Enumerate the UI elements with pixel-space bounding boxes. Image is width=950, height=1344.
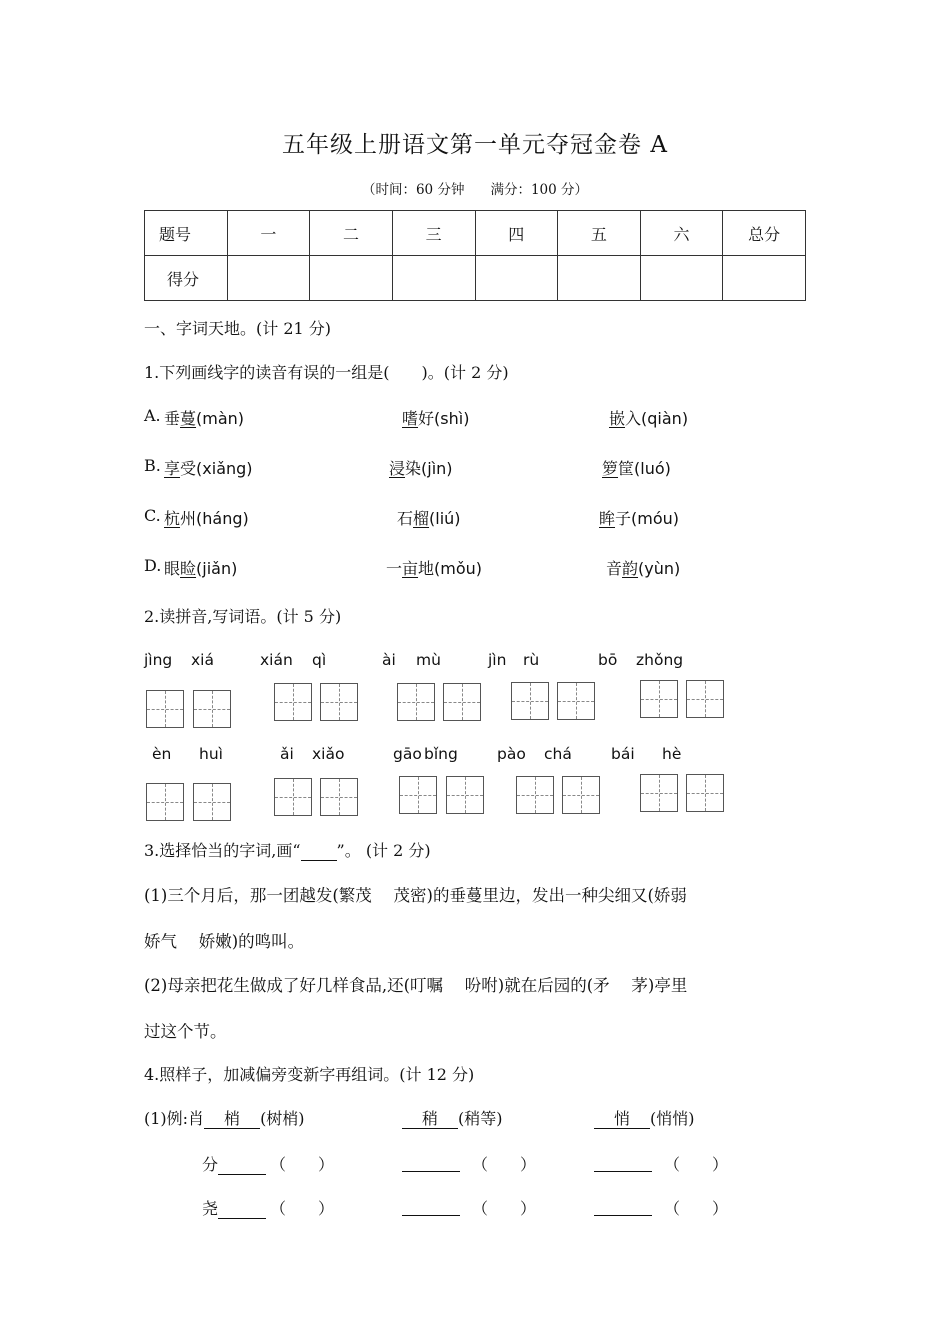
writing-grid[interactable] <box>274 778 312 816</box>
question-3-paragraph-2-cont: 过这个节。 <box>144 1022 227 1041</box>
writing-grid[interactable] <box>557 682 595 720</box>
score-cell[interactable] <box>475 256 558 301</box>
option-c-label[interactable]: C. <box>144 506 161 525</box>
score-header-cell: 五 <box>558 211 641 256</box>
question-2-stem: 2.读拼音,写词语。(计 5 分) <box>144 607 342 626</box>
pinyin: bō <box>598 651 618 669</box>
option-b-item-2: 浸染(jìn) <box>389 459 453 478</box>
score-header-cell: 六 <box>640 211 723 256</box>
option-a-item-3: 嵌入(qiàn) <box>609 409 689 428</box>
writing-grid[interactable] <box>320 778 358 816</box>
score-table-score-row <box>145 256 806 301</box>
answer-blank[interactable] <box>594 1196 652 1216</box>
score-header-cell: 题号 <box>145 211 228 256</box>
writing-grid[interactable] <box>397 683 435 721</box>
exam-full-score: 满分：100 分） <box>490 182 589 198</box>
option-b-item-3: 箩筐(luó) <box>602 459 671 478</box>
score-cell[interactable] <box>723 256 806 301</box>
writing-grid[interactable] <box>193 690 231 728</box>
answer-paren[interactable]: （ ） <box>270 1155 335 1174</box>
writing-grid[interactable] <box>274 683 312 721</box>
answer-paren[interactable]: （ ） <box>664 1155 729 1174</box>
score-table <box>144 210 806 301</box>
example-3: 悄 (悄悄) <box>594 1106 695 1129</box>
pinyin: zhǒng <box>636 651 684 669</box>
base-char-yao: 尧 <box>202 1196 266 1219</box>
answer-blank[interactable] <box>218 1156 266 1175</box>
pinyin: ǎi <box>280 745 294 763</box>
answer-blank[interactable] <box>402 1196 460 1216</box>
option-d-label[interactable]: D. <box>144 556 162 575</box>
option-b-label[interactable]: B. <box>144 456 161 475</box>
writing-grid[interactable] <box>516 776 554 814</box>
answer-paren[interactable]: （ ） <box>472 1155 537 1174</box>
writing-grid[interactable] <box>146 783 184 821</box>
example-2: 稍 (稍等) <box>402 1106 503 1129</box>
writing-grid[interactable] <box>446 776 484 814</box>
question-1-stem: 1.下列画线字的读音有误的一组是( )。(计 2 分) <box>144 363 509 382</box>
score-header-cell: 一 <box>227 211 310 256</box>
pinyin: ài <box>382 651 396 669</box>
option-a-item-2: 嗜好(shì) <box>402 409 470 428</box>
option-c-item-2: 石榴(liú) <box>397 509 461 528</box>
option-d-item-1: 眼睑(jiǎn) <box>164 559 238 578</box>
score-cell[interactable] <box>310 256 393 301</box>
writing-grid[interactable] <box>193 783 231 821</box>
score-header-cell: 二 <box>310 211 393 256</box>
option-c-item-3: 眸子(móu) <box>599 509 680 528</box>
pinyin: rù <box>523 651 540 669</box>
writing-grid[interactable] <box>320 683 358 721</box>
pinyin: gāo <box>393 745 422 763</box>
score-table-header-row <box>145 211 806 256</box>
pinyin: xián <box>260 651 293 669</box>
writing-grid[interactable] <box>562 776 600 814</box>
question-4-stem: 4.照样子，加减偏旁变新字再组词。(计 12 分) <box>144 1065 475 1084</box>
exam-info <box>0 178 950 198</box>
question-3-paragraph-1: (1)三个月后，那一团越发(繁茂 茂密)的垂蔓里边，发出一种尖细又(娇弱 <box>144 886 687 905</box>
score-header-cell: 四 <box>475 211 558 256</box>
answer-blank[interactable] <box>594 1152 652 1172</box>
pinyin: jìn <box>488 651 507 669</box>
section-heading: 一、字词天地。(计 21 分) <box>144 319 332 338</box>
pinyin: chá <box>544 745 572 763</box>
example-row: (1)例:肖 梢 (树梢) <box>144 1109 305 1128</box>
pinyin: bǐng <box>424 745 458 763</box>
option-c-item-1: 杭州(háng) <box>164 509 249 528</box>
score-cell[interactable] <box>392 256 475 301</box>
answer-paren[interactable]: （ ） <box>472 1199 537 1218</box>
writing-grid[interactable] <box>686 774 724 812</box>
writing-grid[interactable] <box>640 680 678 718</box>
score-cell[interactable] <box>640 256 723 301</box>
question-3-paragraph-2: (2)母亲把花生做成了好几样食品,还(叮嘱 吩咐)就在后园的(矛 茅)亭里 <box>144 976 688 995</box>
pinyin: xiǎo <box>312 745 345 763</box>
pinyin: pào <box>497 745 526 763</box>
option-a-item-1: 垂蔓(màn) <box>164 409 245 428</box>
score-header-cell: 总分 <box>723 211 806 256</box>
writing-grid[interactable] <box>511 682 549 720</box>
writing-grid[interactable] <box>399 776 437 814</box>
writing-grid[interactable] <box>443 683 481 721</box>
writing-grid[interactable] <box>686 680 724 718</box>
pinyin: bái <box>611 745 635 763</box>
answer-blank[interactable] <box>218 1200 266 1219</box>
score-header-cell: 三 <box>392 211 475 256</box>
answer-paren[interactable]: （ ） <box>664 1199 729 1218</box>
pinyin: mù <box>416 651 441 669</box>
option-a-label[interactable]: A. <box>144 406 161 425</box>
option-b-item-1: 享受(xiǎng) <box>164 459 253 478</box>
question-3-stem: 3.选择恰当的字词,画“ ”。 (计 2 分) <box>144 841 431 860</box>
score-cell[interactable] <box>558 256 641 301</box>
answer-paren[interactable]: （ ） <box>270 1199 335 1218</box>
exam-time: （时间：60 分钟 <box>361 182 465 198</box>
page-title: 五年级上册语文第一单元夺冠金卷 A <box>282 132 668 158</box>
writing-grid[interactable] <box>146 690 184 728</box>
answer-blank[interactable] <box>402 1152 460 1172</box>
pinyin: xiá <box>191 651 214 669</box>
pinyin: huì <box>199 745 223 763</box>
pinyin: jìng <box>144 651 173 669</box>
pinyin: èn <box>152 745 172 763</box>
option-d-item-2: 一亩地(mǒu) <box>386 559 483 578</box>
pinyin: qì <box>312 651 327 669</box>
writing-grid[interactable] <box>640 774 678 812</box>
question-3-paragraph-1-cont: 娇气 娇嫩)的鸣叫。 <box>144 932 305 951</box>
option-d-item-3: 音韵(yùn) <box>606 559 681 578</box>
score-row-label: 得分 <box>145 256 228 301</box>
base-char-fen: 分 <box>202 1152 266 1175</box>
pinyin: hè <box>662 745 682 763</box>
score-cell[interactable] <box>227 256 310 301</box>
